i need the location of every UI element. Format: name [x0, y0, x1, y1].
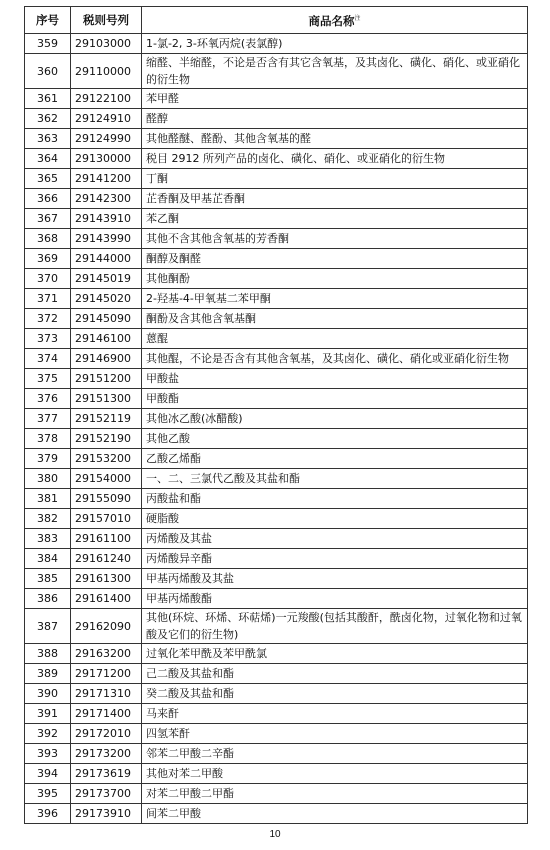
seq-cell: 365	[25, 169, 71, 189]
code-cell: 29171200	[71, 664, 142, 684]
name-cell: 己二酸及其盐和酯	[142, 664, 528, 684]
seq-cell: 369	[25, 249, 71, 269]
code-cell: 29144000	[71, 249, 142, 269]
name-cell: 酮醇及酮醛	[142, 249, 528, 269]
code-cell: 29143910	[71, 209, 142, 229]
code-cell: 29124910	[71, 109, 142, 129]
table-header-row	[25, 7, 528, 34]
code-cell: 29151300	[71, 389, 142, 409]
seq-cell: 388	[25, 644, 71, 664]
table-row	[25, 589, 528, 609]
seq-cell: 391	[25, 704, 71, 724]
code-cell: 29145019	[71, 269, 142, 289]
name-cell: 其他冰乙酸(冰醋酸)	[142, 409, 528, 429]
name-cell: 酮酚及含其他含氧基酮	[142, 309, 528, 329]
table-body	[25, 34, 528, 824]
name-cell: 丁酮	[142, 169, 528, 189]
code-cell: 29155090	[71, 489, 142, 509]
code-cell: 29173619	[71, 764, 142, 784]
seq-cell: 394	[25, 764, 71, 784]
seq-cell: 387	[25, 609, 71, 644]
seq-cell: 378	[25, 429, 71, 449]
table-row	[25, 804, 528, 824]
name-cell: 对苯二甲酸二甲酯	[142, 784, 528, 804]
table-row	[25, 389, 528, 409]
seq-cell: 374	[25, 349, 71, 369]
code-cell: 29161400	[71, 589, 142, 609]
code-cell: 29143990	[71, 229, 142, 249]
name-cell: 丙酸盐和酯	[142, 489, 528, 509]
seq-cell: 389	[25, 664, 71, 684]
name-cell: 芷香酮及甲基芷香酮	[142, 189, 528, 209]
name-cell: 1-氯-2, 3-环氧丙烷(表氯醇)	[142, 34, 528, 54]
name-cell: 丙烯酸异辛酯	[142, 549, 528, 569]
seq-cell: 382	[25, 509, 71, 529]
code-cell: 29154000	[71, 469, 142, 489]
code-cell: 29162090	[71, 609, 142, 644]
code-cell: 29151200	[71, 369, 142, 389]
table-row	[25, 469, 528, 489]
name-cell: 2-羟基-4-甲氧基二苯甲酮	[142, 289, 528, 309]
table-row	[25, 704, 528, 724]
code-cell: 29103000	[71, 34, 142, 54]
header-code: 税则号列	[71, 7, 142, 34]
code-cell: 29163200	[71, 644, 142, 664]
table-row	[25, 664, 528, 684]
code-cell: 29146100	[71, 329, 142, 349]
code-cell: 29173700	[71, 784, 142, 804]
name-cell: 其他醌，不论是否含有其他含氧基，及其卤化、磺化、硝化或亚硝化衍生物	[142, 349, 528, 369]
code-cell: 29124990	[71, 129, 142, 149]
table-row	[25, 54, 528, 89]
code-cell: 29157010	[71, 509, 142, 529]
name-cell: 一、二、三氯代乙酸及其盐和酯	[142, 469, 528, 489]
table-row	[25, 34, 528, 54]
table-row	[25, 489, 528, 509]
table-row	[25, 229, 528, 249]
code-cell: 29141200	[71, 169, 142, 189]
tariff-table	[24, 6, 528, 824]
table-row	[25, 109, 528, 129]
seq-cell: 371	[25, 289, 71, 309]
seq-cell: 380	[25, 469, 71, 489]
code-cell: 29145090	[71, 309, 142, 329]
name-cell: 邻苯二甲酸二辛酯	[142, 744, 528, 764]
code-cell: 29153200	[71, 449, 142, 469]
table-row	[25, 349, 528, 369]
code-cell: 29130000	[71, 149, 142, 169]
table-row	[25, 449, 528, 469]
name-cell: 间苯二甲酸	[142, 804, 528, 824]
code-cell: 29152190	[71, 429, 142, 449]
seq-cell: 359	[25, 34, 71, 54]
header-name	[142, 7, 528, 34]
table-row	[25, 724, 528, 744]
name-cell: 甲酸酯	[142, 389, 528, 409]
seq-cell: 372	[25, 309, 71, 329]
seq-cell: 370	[25, 269, 71, 289]
name-cell: 其他酮酚	[142, 269, 528, 289]
table-row	[25, 169, 528, 189]
seq-cell: 395	[25, 784, 71, 804]
name-cell: 甲酸盐	[142, 369, 528, 389]
table-row	[25, 409, 528, 429]
code-cell: 29171400	[71, 704, 142, 724]
seq-cell: 375	[25, 369, 71, 389]
name-cell: 醛醇	[142, 109, 528, 129]
seq-cell: 360	[25, 54, 71, 89]
table-row	[25, 209, 528, 229]
table-row	[25, 269, 528, 289]
table-row	[25, 744, 528, 764]
table-row	[25, 429, 528, 449]
code-cell: 29145020	[71, 289, 142, 309]
table-row	[25, 684, 528, 704]
name-cell: 其他(环烷、环烯、环萜烯)一元羧酸(包括其酸酐，酰卤化物，过氧化物和过氧酸及它们的衍生物)	[142, 609, 528, 644]
table-row	[25, 89, 528, 109]
seq-cell: 381	[25, 489, 71, 509]
table-row	[25, 149, 528, 169]
seq-cell: 361	[25, 89, 71, 109]
code-cell: 29161300	[71, 569, 142, 589]
name-cell: 四氢苯酐	[142, 724, 528, 744]
code-cell: 29171310	[71, 684, 142, 704]
table-row	[25, 329, 528, 349]
seq-cell: 373	[25, 329, 71, 349]
seq-cell: 377	[25, 409, 71, 429]
name-cell: 乙酸乙烯酯	[142, 449, 528, 469]
name-cell: 苯乙酮	[142, 209, 528, 229]
table-row	[25, 369, 528, 389]
seq-cell: 384	[25, 549, 71, 569]
seq-cell: 386	[25, 589, 71, 609]
table-row	[25, 529, 528, 549]
table-row	[25, 549, 528, 569]
seq-cell: 396	[25, 804, 71, 824]
table-row	[25, 569, 528, 589]
table-row	[25, 129, 528, 149]
code-cell: 29172010	[71, 724, 142, 744]
name-cell: 丙烯酸及其盐	[142, 529, 528, 549]
name-cell: 其他乙酸	[142, 429, 528, 449]
seq-cell: 383	[25, 529, 71, 549]
seq-cell: 366	[25, 189, 71, 209]
code-cell: 29173200	[71, 744, 142, 764]
name-cell: 甲基丙烯酸及其盐	[142, 569, 528, 589]
seq-cell: 364	[25, 149, 71, 169]
name-cell: 癸二酸及其盐和酯	[142, 684, 528, 704]
name-cell: 缩醛、半缩醛，不论是否含有其它含氧基，及其卤化、磺化、硝化、或亚硝化的衍生物	[142, 54, 528, 89]
table-row	[25, 309, 528, 329]
table-row	[25, 784, 528, 804]
table-row	[25, 289, 528, 309]
name-cell: 其他醛醚、醛酚、其他含氧基的醛	[142, 129, 528, 149]
table-row	[25, 764, 528, 784]
seq-cell: 393	[25, 744, 71, 764]
name-cell: 甲基丙烯酸酯	[142, 589, 528, 609]
page-number: 10	[269, 829, 281, 840]
name-cell: 税目 2912 所列产品的卤化、磺化、硝化、或亚硝化的衍生物	[142, 149, 528, 169]
code-cell: 29142300	[71, 189, 142, 209]
seq-cell: 376	[25, 389, 71, 409]
seq-cell: 363	[25, 129, 71, 149]
code-cell: 29152119	[71, 409, 142, 429]
table-row	[25, 509, 528, 529]
table-row	[25, 249, 528, 269]
code-cell: 29173910	[71, 804, 142, 824]
code-cell: 29110000	[71, 54, 142, 89]
seq-cell: 392	[25, 724, 71, 744]
name-cell: 其他不含其他含氧基的芳香酮	[142, 229, 528, 249]
code-cell: 29146900	[71, 349, 142, 369]
seq-cell: 362	[25, 109, 71, 129]
code-cell: 29161100	[71, 529, 142, 549]
name-cell: 苯甲醛	[142, 89, 528, 109]
table-row	[25, 644, 528, 664]
footnote-mark: 注	[354, 15, 361, 23]
code-cell: 29122100	[71, 89, 142, 109]
name-cell: 硬脂酸	[142, 509, 528, 529]
code-cell: 29161240	[71, 549, 142, 569]
seq-cell: 367	[25, 209, 71, 229]
name-cell: 其他对苯二甲酸	[142, 764, 528, 784]
header-seq: 序号	[25, 7, 71, 34]
table-row	[25, 189, 528, 209]
name-cell: 过氧化苯甲酰及苯甲酰氯	[142, 644, 528, 664]
seq-cell: 368	[25, 229, 71, 249]
name-cell: 马来酐	[142, 704, 528, 724]
seq-cell: 390	[25, 684, 71, 704]
seq-cell: 379	[25, 449, 71, 469]
table-row	[25, 609, 528, 644]
header-name-label: 商品名称	[308, 13, 355, 28]
seq-cell: 385	[25, 569, 71, 589]
name-cell: 蒽醌	[142, 329, 528, 349]
